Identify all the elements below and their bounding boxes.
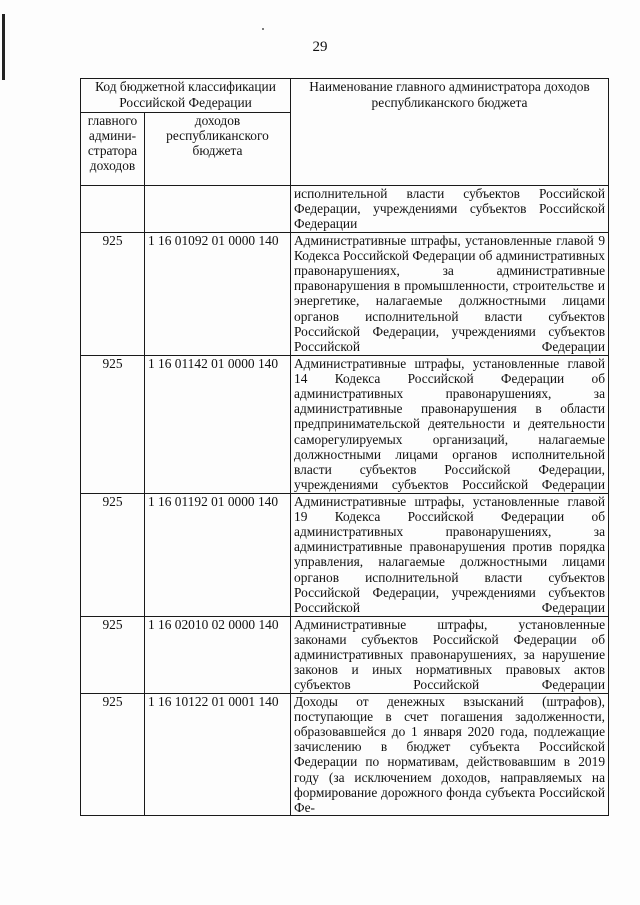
admin-code-cell: 925: [81, 232, 145, 355]
header-administrator-name: Наименование главного администратора доходов республиканского бюджета: [291, 79, 609, 186]
revenue-code-cell: 1 16 01192 01 0000 140: [145, 493, 291, 616]
table-row: [81, 232, 609, 355]
table-row: [81, 493, 609, 616]
admin-code-cell: 925: [81, 493, 145, 616]
description-cell: Административные штрафы, установленные главой 19 Кодекса Российской Федерации об административных правонарушениях, за административные правонарушения против порядка управления, налагаемые должностными лицами органов исполнительной власти субъектов Российской Федерации, учреждениями субъектов Российской Федерации: [291, 493, 609, 616]
description-cell: исполнительной власти субъектов Российской Федерации, учреждениями субъектов Российской Федерации: [291, 186, 609, 233]
page-number: 29: [312, 39, 328, 55]
revenue-code-cell: 1 16 10122 01 0001 140: [145, 693, 291, 816]
admin-code-cell: 925: [81, 616, 145, 693]
header-main-administrator: главного админи-стратора доходов: [81, 113, 145, 186]
header-revenue-code: доходов республиканского бюджета: [145, 113, 291, 186]
header-budget-classification-code: Код бюджетной классификации Российской Федерации: [81, 79, 291, 113]
revenue-code-cell: 1 16 01092 01 0000 140: [145, 232, 291, 355]
table-row: [81, 693, 609, 816]
admin-code-cell: 925: [81, 693, 145, 816]
description-cell: Административные штрафы, установленные законами субъектов Российской Федерации об административных правонарушениях, за нарушение законов и иных нормативных правовых актов субъектов Российской Федерации: [291, 616, 609, 693]
revenue-code-cell: 1 16 02010 02 0000 140: [145, 616, 291, 693]
budget-classification-table: [80, 78, 609, 816]
description-cell: Административные штрафы, установленные главой 9 Кодекса Российской Федерации об административных правонарушениях, за административные правонарушения в промышленности, строительстве и энергетике, налагаемые должностными лицами органов исполнительной власти субъектов Российской Федерации, учреждениями субъектов Российской Федерации: [291, 232, 609, 355]
admin-code-cell: [81, 186, 145, 233]
table-row: [81, 355, 609, 493]
scan-speck: [262, 28, 264, 30]
description-cell: Доходы от денежных взысканий (штрафов), поступающие в счет погашения задолженности, образовавшейся до 1 января 2020 года, подлежащие зачислению в бюджет субъекта Российской Федерации по нормативам, действовавшим в 2019 году (за исключением доходов, направляемых на формирование дорожного фонда субъекта Российской Фе-: [291, 693, 609, 816]
description-cell: Административные штрафы, установленные главой 14 Кодекса Российской Федерации об административных правонарушениях, за административные правонарушения в области предпринимательской деятельности и деятельности саморегулируемых организаций, налагаемые должностными лицами органов исполнительной власти субъектов Российской Федерации, учреждениями субъектов Российской Федерации: [291, 355, 609, 493]
table-row: [81, 616, 609, 693]
table-row: [81, 186, 609, 233]
admin-code-cell: 925: [81, 355, 145, 493]
revenue-code-cell: [145, 186, 291, 233]
revenue-code-cell: 1 16 01142 01 0000 140: [145, 355, 291, 493]
